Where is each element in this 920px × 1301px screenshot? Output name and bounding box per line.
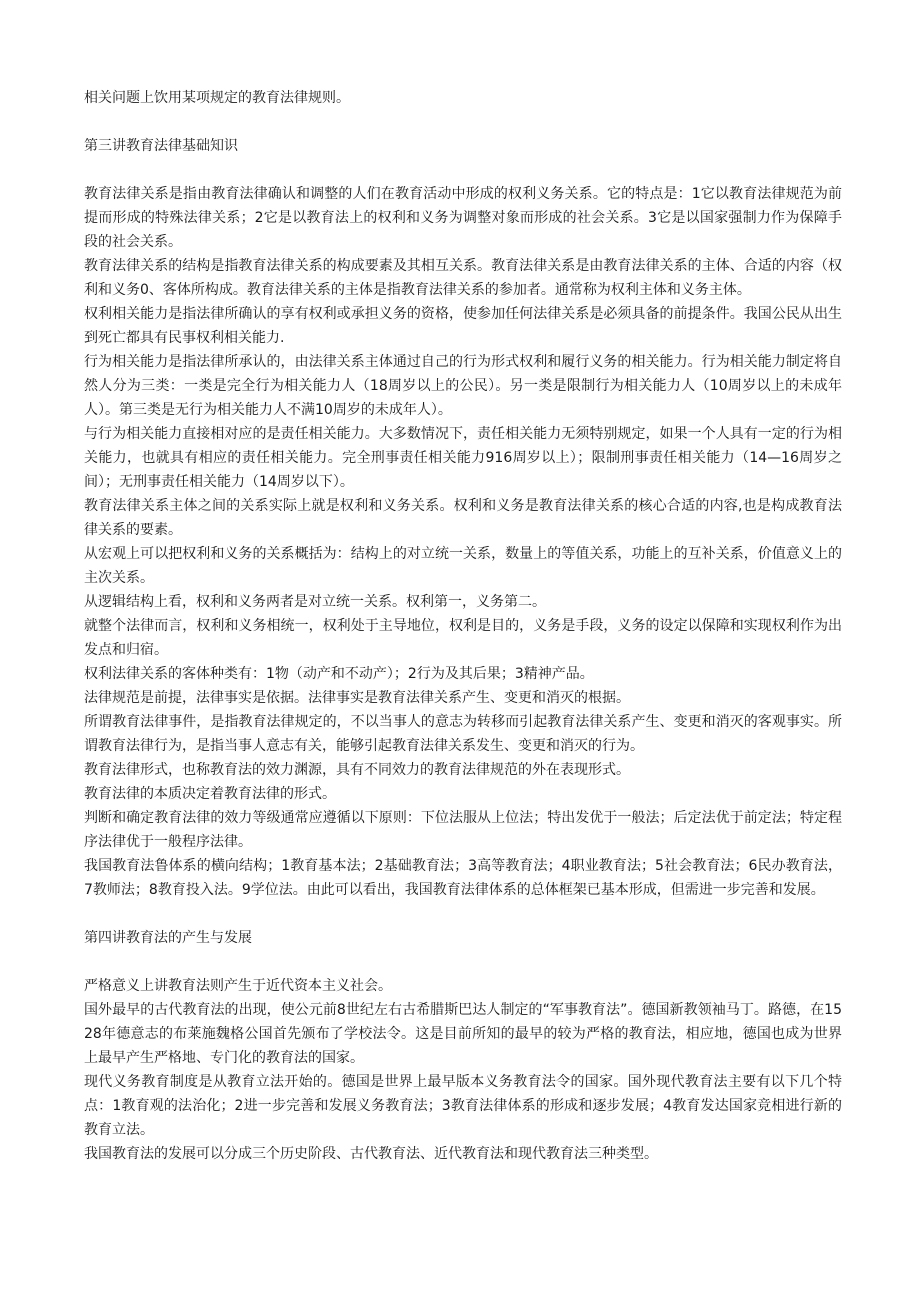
paragraph: 国外最早的古代教育法的出现，使公元前8世纪左右古希腊斯巴达人制定的“军事教育法”。德国新教领袖马丁。路德，在1528年德意志的布莱施魏格公国首先颁布了学校法令。这是目前所知的最早的较为严格的教育法，相应地，德国也成为世界上最早产生严格地、专门化的教育法的国家。 [84,1002,842,1066]
paragraph: 法律规范是前提，法律事实是依据。法律事实是教育法律关系产生、变更和消灭的根据。 [84,690,630,706]
paragraph: 权利法律关系的客体种类有：1物（动产和不动产）；2行为及其后果；3精神产品。 [84,666,594,682]
paragraph: 我国教育法鲁体系的横向结构；1教育基本法；2基础教育法；3高等教育法；4职业教育法；5社会教育法；6民办教育法，7教师法；8教育投入法。9学位法。由此可以看出，我国教育法律体系的总体框架已基本形成，但需进一步完善和发展。 [84,858,842,898]
paragraph: 就整个法律而言，权利和义务相统一，权利处于主导地位，权利是目的，义务是手段，义务的设定以保障和实现权利作为出发点和归宿。 [84,618,842,658]
paragraph: 从宏观上可以把权利和义务的关系概括为：结构上的对立统一关系，数量上的等值关系，功能上的互补关系，价值意义上的主次关系。 [84,546,842,586]
paragraph: 相关问题上饮用某项规定的教育法律规则。 [84,90,350,106]
paragraph: 判断和确定教育法律的效力等级通常应遵循以下原则：下位法服从上位法；特出发优于一般法；后定法优于前定法；特定程序法律优于一般程序法律。 [84,810,842,850]
paragraph: 教育法律的本质决定着教育法律的形式。 [84,786,336,802]
paragraph: 权利相关能力是指法律所确认的享有权利或承担义务的资格，使参加任何法律关系是必须具备的前提条件。我国公民从出生到死亡都具有民事权利相关能力. [84,306,842,346]
paragraph: 与行为相关能力直接相对应的是责任相关能力。大多数情况下，责任相关能力无须特别规定，如果一个人具有一定的行为相关能力，也就具有相应的责任相关能力。完全刑事责任相关能力916周岁以上）；限制刑事责任相关能力（14—16周岁之间）；无刑事责任相关能力（14周岁以下）。 [84,426,842,490]
paragraph: 教育法律关系的结构是指教育法律关系的构成要素及其相互关系。教育法律关系是由教育法律关系的主体、合适的内容（权利和义务0、客体所构成。教育法律关系的主体是指教育法律关系的参加者。通常称为权利主体和义务主体。 [84,258,842,298]
paragraph: 所谓教育法律事件，是指教育法律规定的，不以当事人的意志为转移而引起教育法律关系产生、变更和消灭的客观事实。所谓教育法律行为，是指当事人意志有关，能够引起教育法律关系发生、变更和消灭的行为。 [84,714,842,754]
paragraph-gap [84,110,842,134]
paragraph: 行为相关能力是指法律所承认的，由法律关系主体通过自己的行为形式权利和履行义务的相关能力。行为相关能力制定将自然人分为三类：一类是完全行为相关能力人（18周岁以上的公民）。另一类是限制行为相关能力人（10周岁以上的未成年人）。第三类是无行为相关能力人不满10周岁的未成年人）。 [84,354,842,418]
paragraph: 教育法律关系是指由教育法律确认和调整的人们在教育活动中形成的权利义务关系。它的特点是：1它以教育法律规范为前提而形成的特殊法律关系；2它是以教育法上的权利和义务为调整对象而形成的社会关系。3它是以国家强制力作为保障手段的社会关系。 [84,186,842,250]
section-heading: 第四讲教育法的产生与发展 [84,930,252,946]
paragraph-gap [84,902,842,926]
paragraph: 严格意义上讲教育法则产生于近代资本主义社会。 [84,978,392,994]
paragraph: 从逻辑结构上看，权利和义务两者是对立统一关系。权利第一，义务第二。 [84,594,546,610]
paragraph: 教育法律形式，也称教育法的效力渊源，具有不同效力的教育法律规范的外在表现形式。 [84,762,630,778]
paragraph: 我国教育法的发展可以分成三个历史阶段、古代教育法、近代教育法和现代教育法三种类型。 [84,1146,658,1162]
paragraph-gap [84,158,842,182]
paragraph: 教育法律关系主体之间的关系实际上就是权利和义务关系。权利和义务是教育法律关系的核心合适的内容,也是构成教育法律关系的要素。 [84,498,842,538]
section-heading: 第三讲教育法律基础知识 [84,138,238,154]
paragraph: 现代义务教育制度是从教育立法开始的。德国是世界上最早版本义务教育法令的国家。国外现代教育法主要有以下几个特点：1教育观的法治化；2进一步完善和发展义务教育法；3教育法律体系的形成和逐步发展；4教育发达国家竞相进行新的教育立法。 [84,1074,842,1138]
paragraph-gap [84,950,842,974]
